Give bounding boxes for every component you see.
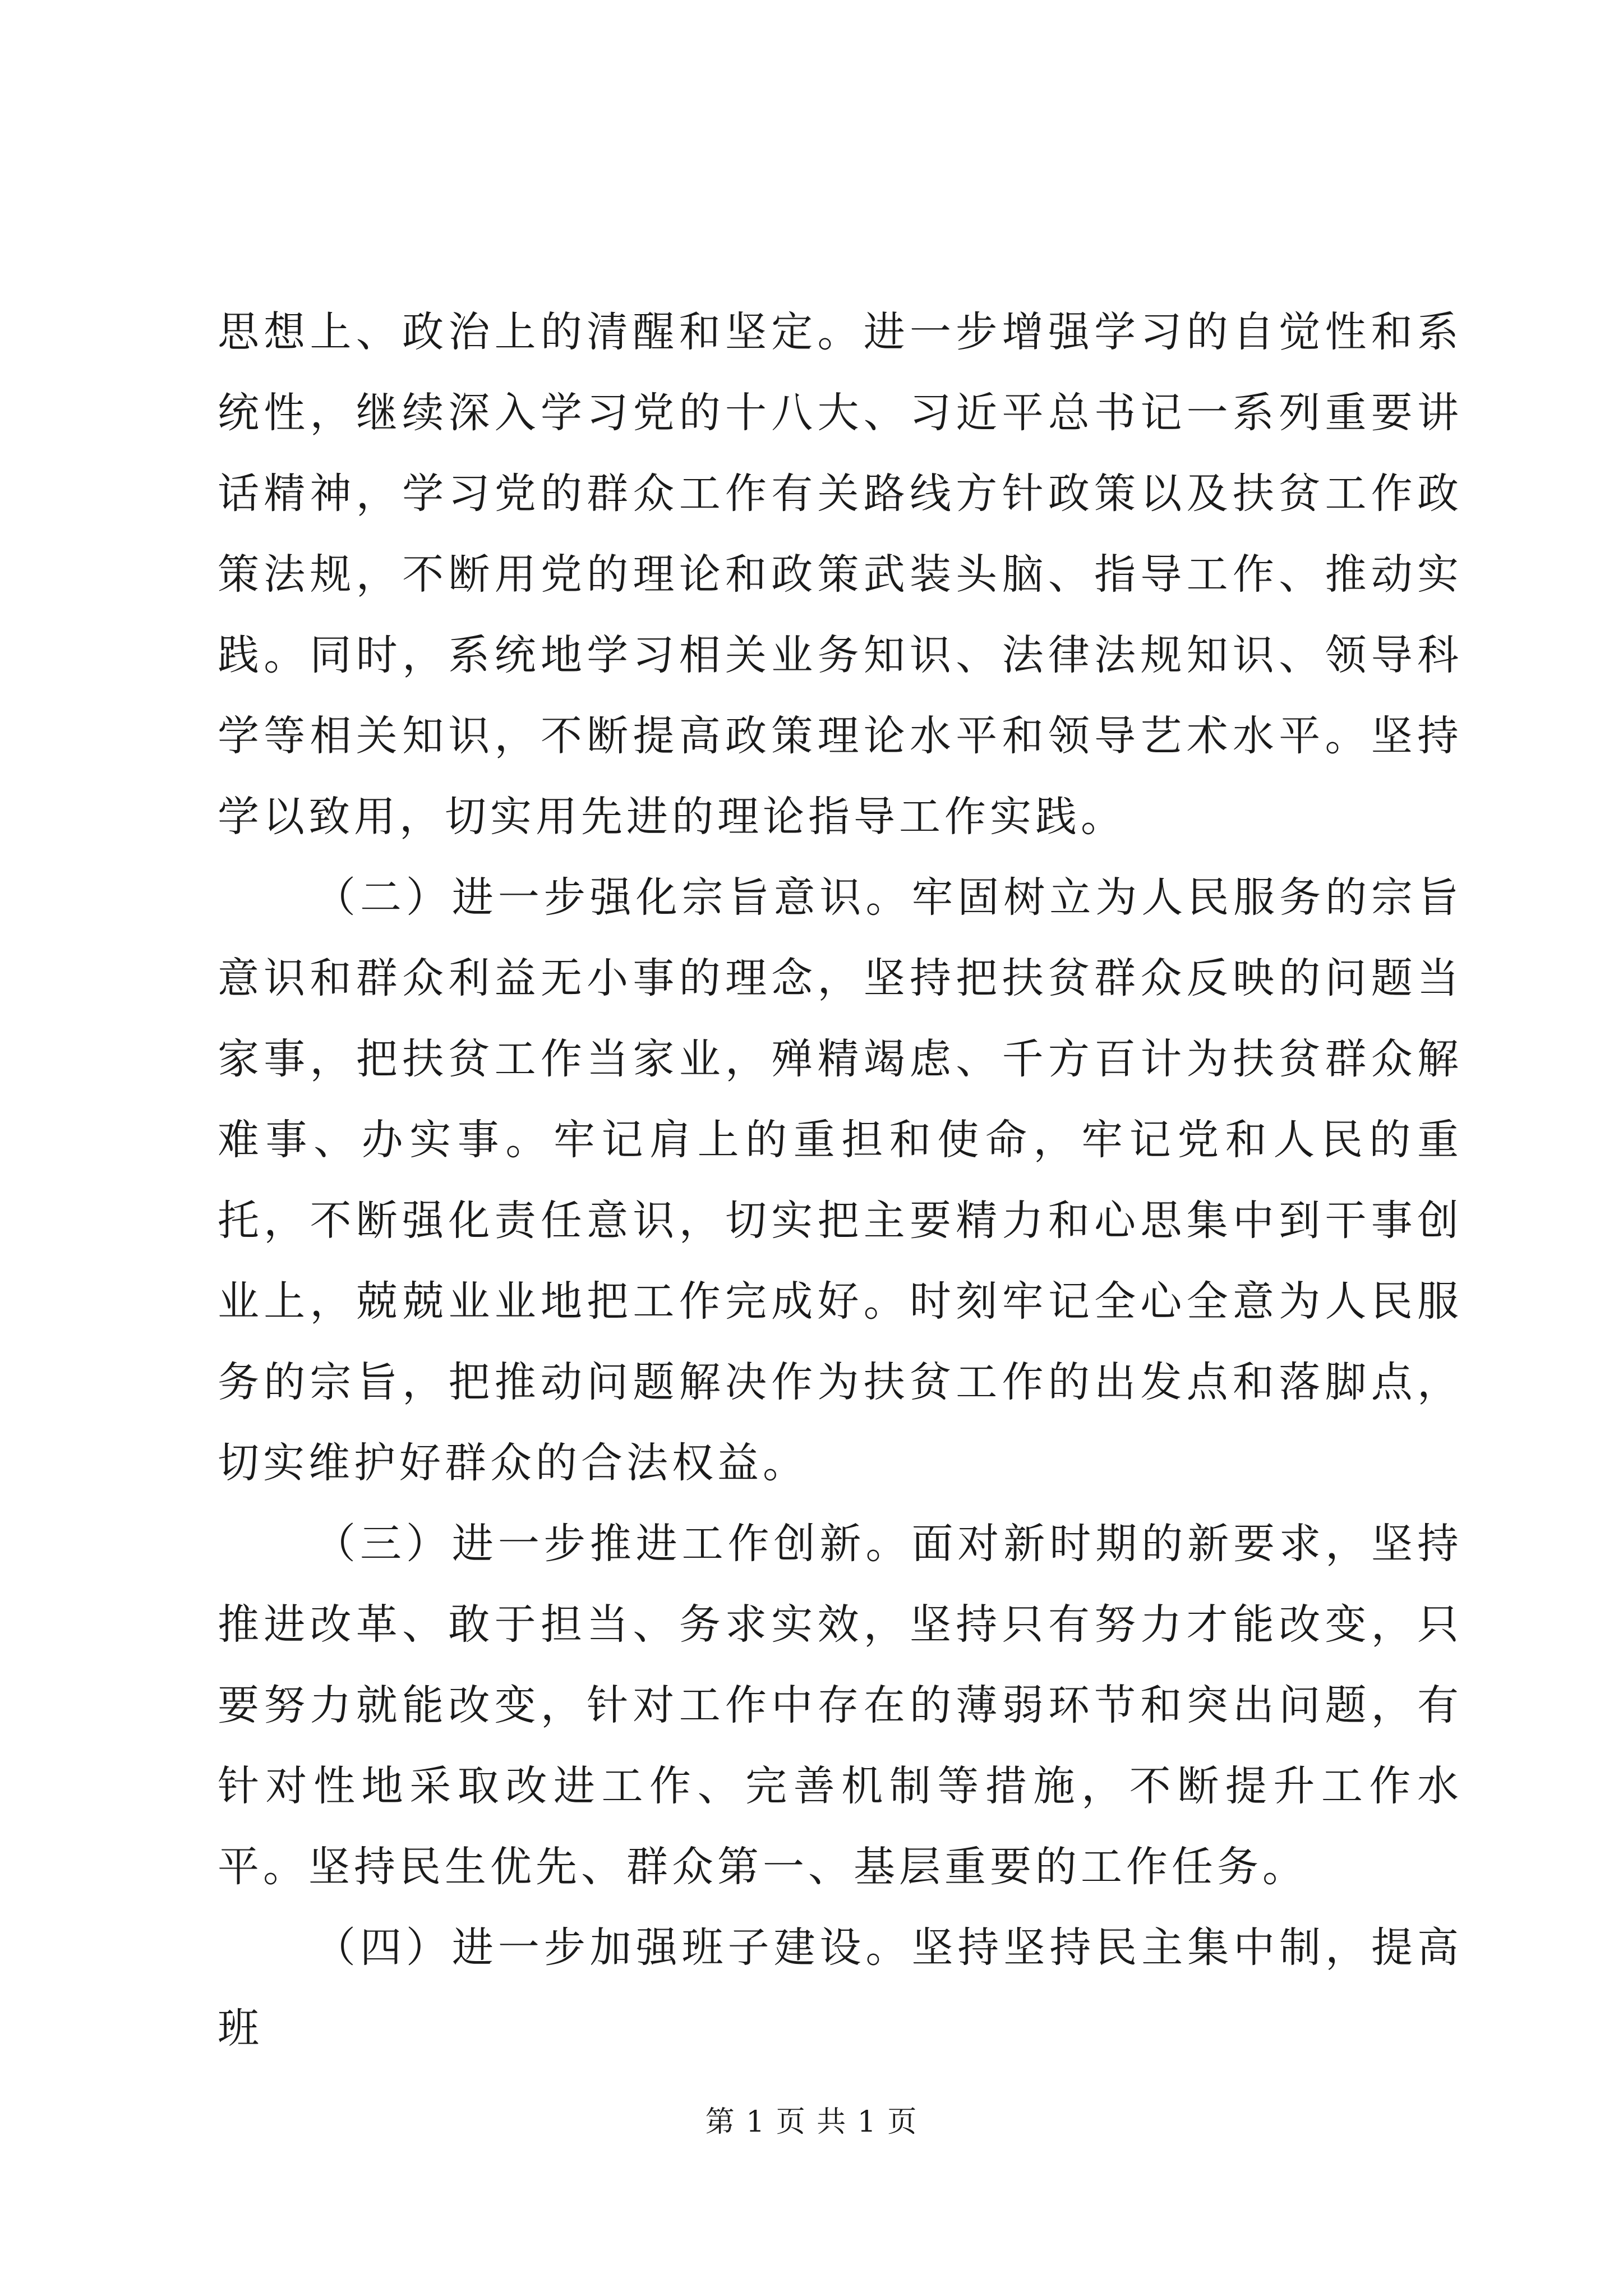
page-footer: 第 1 页 共 1 页 (705, 2105, 918, 2139)
paragraph-3: （三）进一步推进工作创新。面对新时期的新要求，坚持推进改革、敢于担当、务求实效，坚持只有努力才能改变，只要努力就能改变，针对工作中存在的薄弱环节和突出问题，有针对性地采取改进工作、完善机制等措施，不断提升工作水平。坚持民生优先、群众第一、基层重要的工作任务。 (218, 1520, 1463, 1891)
document-body (218, 292, 1463, 2069)
paragraph-2: （二）进一步强化宗旨意识。牢固树立为人民服务的宗旨意识和群众利益无小事的理念，坚持把扶贫群众反映的问题当家事，把扶贫工作当家业，殚精竭虑、千方百计为扶贫群众解难事、办实事。牢记肩上的重担和使命，牢记党和人民的重托，不断强化责任意识，切实把主要精力和心思集中到干事创业上，兢兢业业地把工作完成好。时刻牢记全心全意为人民服务的宗旨，把推动问题解决作为扶贫工作的出发点和落脚点，切实维护好群众的合法权益。 (218, 873, 1463, 1487)
paragraph-4: （四）进一步加强班子建设。坚持坚持民主集中制，提高班 (218, 1924, 1463, 2053)
paragraph-1: 思想上、政治上的清醒和坚定。进一步增强学习的自觉性和系统性，继续深入学习党的十八大、习近平总书记一系列重要讲话精神，学习党的群众工作有关路线方针政策以及扶贫工作政策法规，不断用党的理论和政策武装头脑、指导工作、推动实践。同时，系统地学习相关业务知识、法律法规知识、领导科学等相关知识，不断提高政策理论水平和领导艺术水平。坚持学以致用，切实用先进的理论指导工作实践。 (218, 308, 1463, 841)
